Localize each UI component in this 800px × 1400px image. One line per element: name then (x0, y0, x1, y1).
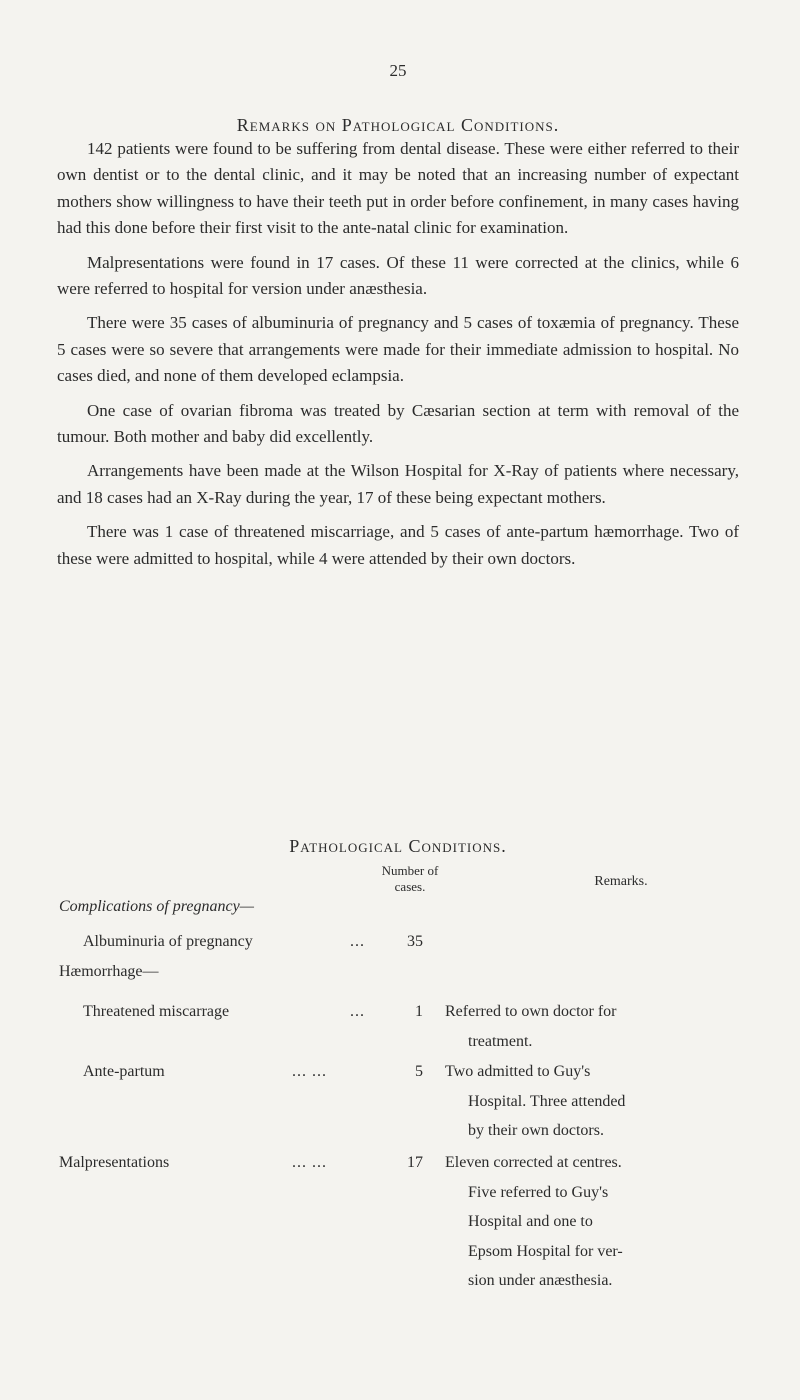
paragraph-ovarian-fibroma: One case of ovarian fibroma was treated by Cæsarian section at term with removal of the tumour. Both mother and baby did excellently. (57, 400, 739, 447)
row-label: Albuminuria of pregnancy (83, 933, 253, 950)
remark-line: Two admitted to Guy's (445, 1063, 591, 1080)
section-heading: Remarks on Pathological Conditions. (236, 115, 560, 135)
paragraph-dental: 142 patients were found to be suffering from dental disease. These were either referred to their own dentist or to the dental clinic, and it may be noted that an increasing number of expectant mothers show willingness to have their teeth put in order before confinement, in many cases having had this done before their first visit to the ante-natal clinic for examination. (57, 139, 739, 238)
table-section-label: Complications of pregnancy— (59, 898, 254, 915)
row-label: Ante-partum (83, 1063, 165, 1080)
leader-dots: ... (350, 933, 365, 950)
row-value: 17 (407, 1154, 423, 1171)
remark-line: treatment. (468, 1032, 533, 1050)
paragraph-miscarriage: There was 1 case of threatened miscarriage, and 5 cases of ante-partum hæmorrhage. Two of these were admitted to hospital, while 4 were attended by their own doctors. (57, 522, 739, 568)
remark-line: Epsom Hospital for ver- (468, 1242, 623, 1260)
row-value: 5 (415, 1063, 423, 1080)
row-remark (445, 997, 737, 1056)
row-value: 1 (415, 1003, 423, 1020)
row-label: Malpresentations (59, 1154, 170, 1171)
remark-line: Hospital. Three attended (468, 1092, 626, 1110)
row-label: Threatened miscarrage (83, 1003, 230, 1020)
remark-line: Eleven corrected at centres. (445, 1154, 622, 1171)
table-title: Pathological Conditions. (289, 836, 507, 856)
column-header-cases-line1: Number of (381, 863, 439, 878)
column-header-remarks: Remarks. (594, 874, 648, 889)
page-number: 25 (389, 61, 407, 80)
remark-line: Five referred to Guy's (468, 1183, 609, 1201)
paragraph-malpresentations: Malpresentations were found in 17 cases. Of these 11 were corrected at the clinics, while 6 were referred to hospital for version under anæsthesia. (57, 252, 739, 299)
leader-dots: ... ... (292, 1154, 327, 1171)
column-header-cases (345, 863, 475, 895)
paragraph-x-ray: Arrangements have been made at the Wilson Hospital for X-Ray of patients where necessary, and 18 cases had an X-Ray during the year, 17 of these being expectant mothers. (57, 461, 739, 507)
paragraph-albuminuria: There were 35 cases of albuminuria of pregnancy and 5 cases of toxæmia of pregnancy. These 5 cases were so severe that arrangements were made for their immediate admission to hospital. No cases died, and none of them developed eclampsia. (57, 313, 739, 386)
remark-line: by their own doctors. (468, 1122, 604, 1139)
row-label: Hæmorrhage— (59, 963, 159, 980)
remark-line: sion under anæsthesia. (468, 1272, 613, 1289)
row-remark (445, 1057, 737, 1146)
remark-line: Hospital and one to (468, 1213, 593, 1230)
column-header-cases-line2: cases. (394, 879, 426, 894)
document-page (57, 0, 739, 1400)
leader-dots: ... ... (292, 1063, 327, 1080)
remark-line: Referred to own doctor for (445, 1003, 617, 1020)
row-remark (445, 1148, 737, 1296)
body-text (57, 136, 739, 580)
row-value: 35 (407, 933, 423, 950)
leader-dots: ... (350, 1003, 365, 1020)
